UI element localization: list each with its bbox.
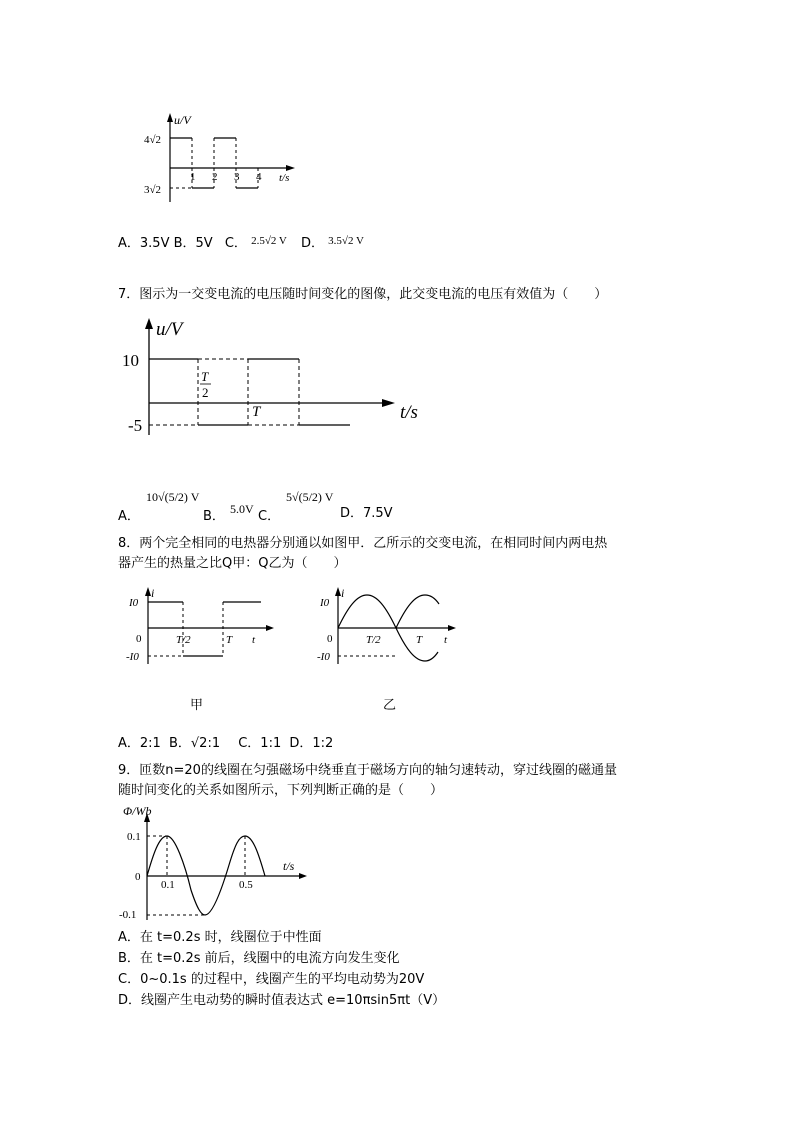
q7-axis-y-label: u/V [156,319,183,340]
q6-option-c-value: 2.5√2 V [251,235,287,247]
q8-jia-i-label: i [151,586,155,600]
q9-tick-0-5: 0.5 [239,879,253,891]
q7-option-b-prefix[interactable]: B． [203,509,225,524]
q7-period-label: T [252,404,261,420]
q9-graph [115,800,315,926]
q6-tick-4: 4 [256,171,262,183]
q7-option-a-prefix[interactable]: A． [118,509,140,524]
q8-option-b[interactable]: B．√2:1 [168,736,221,751]
q8-question-line1: 8．两个完全相同的电热器分别通以如图甲．乙所示的交变电流，在相同时间内两电热 [118,536,608,551]
q6-option-b[interactable]: B．5V [173,236,213,251]
q8-graph-yi [312,582,462,672]
q8-option-c[interactable]: C．1:1 [238,736,282,751]
q8-yi-t-label: t [444,634,448,646]
q8-jia-half-label: T/2 [176,634,191,646]
q6-option-d-prefix[interactable]: D． [301,236,325,251]
q6-graph [140,110,310,210]
q8-jia-period-label: T [226,634,233,646]
q9-option-d[interactable]: D．线圈产生电动势的瞬时值表达式 e=10πsin5πt（V） [118,993,446,1008]
q6-y-top-label: 4√2 [144,134,162,146]
q8-jia-origin-label: 0 [136,633,142,645]
q9-axis-x-label: t/s [283,859,295,873]
q7-option-b-value: 5.0V [230,502,254,516]
q7-option-a-value: 10√(5/2) V [146,490,200,504]
q7-y-bottom-label: -5 [128,416,143,435]
q8-question-line2: 器产生的热量之比Q甲：Q乙为（ ） [118,556,347,571]
q6-option-c-prefix[interactable]: C． [224,236,247,251]
q6-option-a[interactable]: A．3.5V [118,236,170,251]
q8-option-d[interactable]: D．1:2 [289,736,334,751]
q9-y-origin-label: 0 [135,871,141,883]
q7-option-d[interactable]: D．7.5V [340,506,393,521]
q6-tick-3: 3 [234,171,240,183]
q9-question-line2: 随时间变化的关系如图所示，下列判断正确的是（ ） [118,783,444,798]
q7-half-period-numerator: T [201,369,209,384]
q8-yi-i-label: i [341,586,345,600]
q7-option-c-value: 5√(5/2) V [286,490,334,504]
q8-yi-half-label: T/2 [366,634,381,646]
q8-jia-top-label: I0 [129,597,139,609]
q6-tick-2: 2 [212,171,218,183]
q6-tick-1: 1 [190,171,196,183]
q9-y-bottom-label: -0.1 [119,909,137,921]
q9-option-a[interactable]: A．在 t=0.2s 时，线圈位于中性面 [118,930,322,945]
q8-yi-origin-label: 0 [327,633,333,645]
q7-graph [118,315,428,445]
q8-yi-top-label: I0 [320,597,330,609]
q8-graph-jia [120,582,280,672]
q9-option-c[interactable]: C．0~0.1s 的过程中，线圈产生的平均电动势为20V [118,972,425,987]
q7-axis-x-label: t/s [400,402,418,423]
q8-caption-yi: 乙 [383,698,397,713]
q8-yi-bottom-label: -I0 [317,651,330,663]
q8-caption-jia: 甲 [190,698,204,713]
q9-question-line1: 9．匝数n=20的线圈在匀强磁场中绕垂直于磁场方向的轴匀速转动，穿过线圈的磁通量 [118,763,617,778]
q7-half-period-denominator: 2 [202,385,209,400]
q6-options [118,235,364,253]
q8-option-a[interactable]: A．2:1 [118,736,161,751]
q7-option-c-prefix[interactable]: C． [258,509,281,524]
q7-y-top-label: 10 [122,351,139,370]
q6-axis-y-label: u/V [174,113,191,127]
q8-jia-t-label: t [252,634,256,646]
q9-y-top-label: 0.1 [127,831,141,843]
q8-jia-bottom-label: -I0 [126,651,139,663]
q6-option-d-value: 3.5√2 V [328,235,364,247]
q9-axis-y-label: Φ/Wb [123,804,152,818]
q9-tick-0-1: 0.1 [161,879,175,891]
q8-options [118,735,333,753]
q7-question: 7．图示为一交变电流的电压随时间变化的图像，此交变电流的电压有效值为（ ） [118,287,608,302]
q8-yi-period-label: T [416,634,423,646]
q6-y-bottom-label: 3√2 [144,184,162,196]
q6-axis-x-label: t/s [279,172,290,184]
q9-option-b[interactable]: B．在 t=0.2s 前后，线圈中的电流方向发生变化 [118,951,400,966]
